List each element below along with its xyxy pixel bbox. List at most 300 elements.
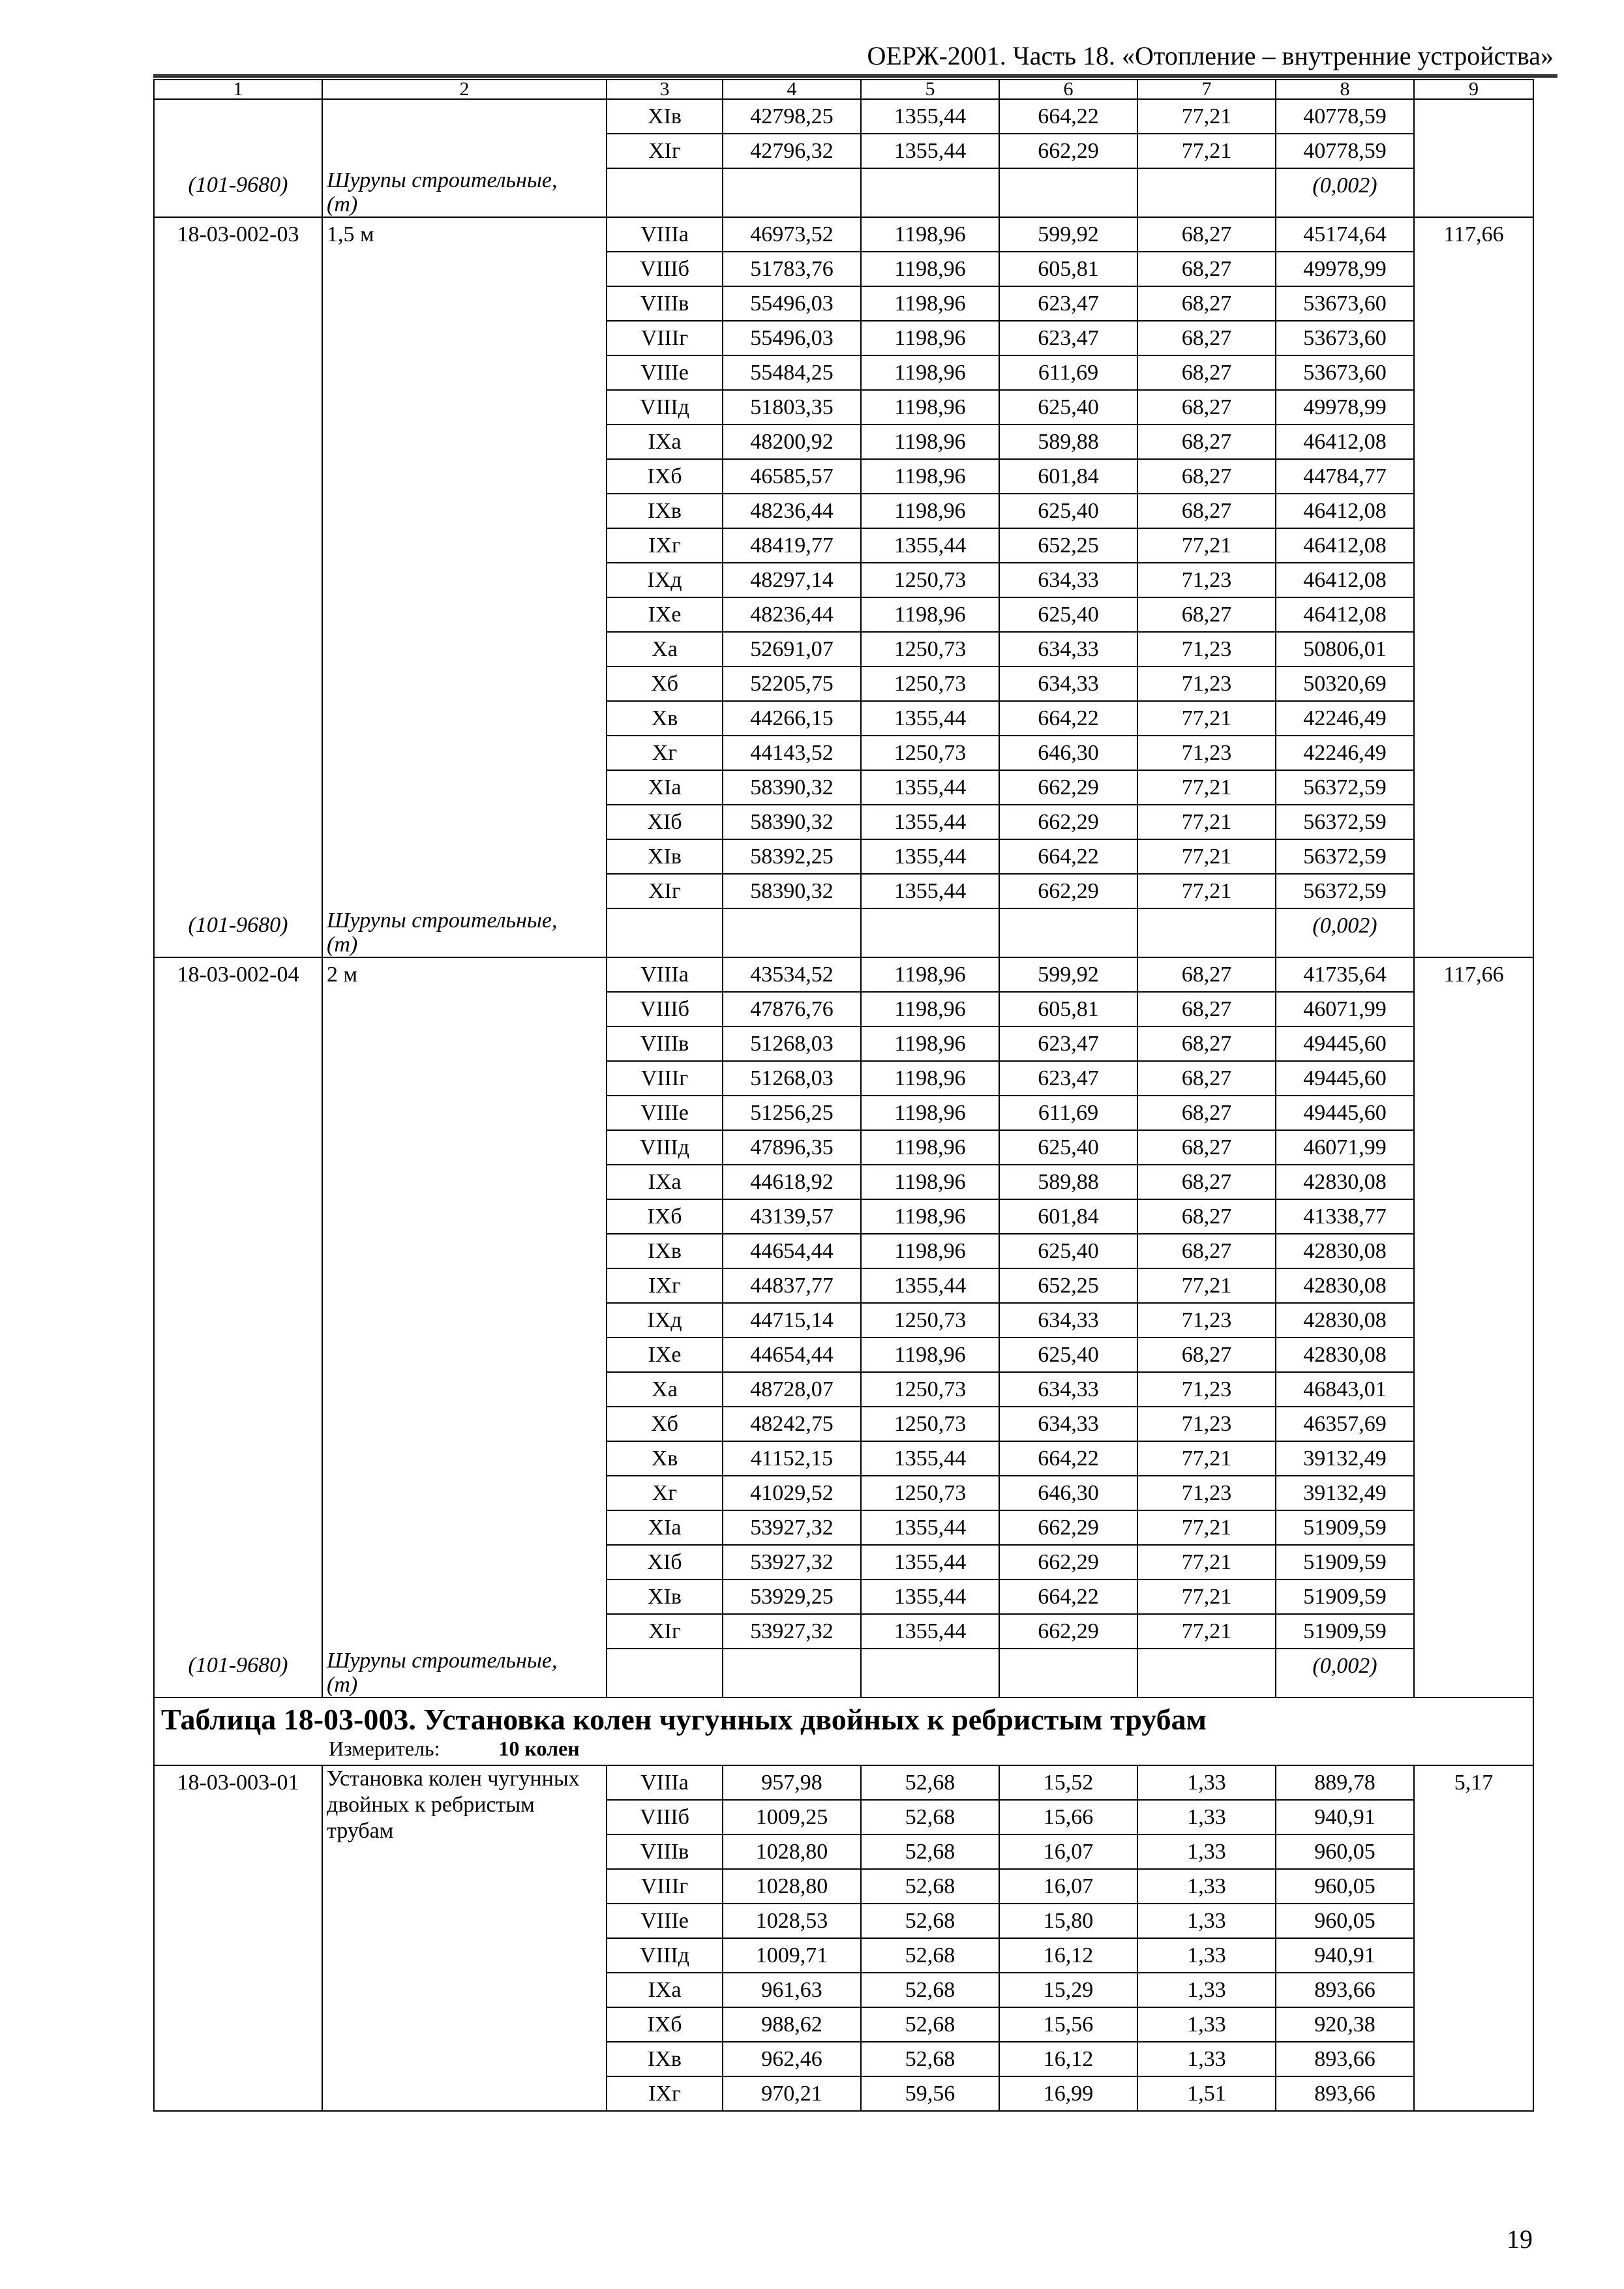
direct-cost-cell: 961,63 xyxy=(723,1973,861,2007)
direct-cost-cell: 43139,57 xyxy=(723,1199,861,1234)
direct-cost-cell: 44654,44 xyxy=(723,1234,861,1268)
labor-cost-cell: 1198,96 xyxy=(861,390,999,425)
machine-cost-cell: 662,29 xyxy=(999,134,1137,168)
materials-cost-cell: 42246,49 xyxy=(1276,736,1414,770)
direct-cost-cell: 42796,32 xyxy=(723,134,861,168)
materials-cost-cell: 40778,59 xyxy=(1276,134,1414,168)
column-number: 2 xyxy=(322,80,607,99)
materials-cost-cell: 56372,59 xyxy=(1276,839,1414,874)
zone-cell: Xа xyxy=(607,1372,723,1407)
machine-cost-cell: 15,52 xyxy=(999,1765,1137,1800)
zone-cell: Xб xyxy=(607,1407,723,1441)
running-header xyxy=(153,38,1557,78)
labor-cost-cell: 1198,96 xyxy=(861,1338,999,1372)
zone-cell: XIв xyxy=(607,99,723,134)
screw-code: (101-9680) xyxy=(154,1649,322,1698)
rates-table xyxy=(153,79,1534,2112)
machine-cost-cell: 646,30 xyxy=(999,736,1137,770)
operator-pay-cell: 68,27 xyxy=(1137,286,1276,321)
materials-cost-cell: 51909,59 xyxy=(1276,1614,1414,1649)
machine-cost-cell: 605,81 xyxy=(999,992,1137,1026)
zone-cell: Xв xyxy=(607,701,723,736)
zone-cell: VIIIа xyxy=(607,217,723,252)
machine-cost-cell: 625,40 xyxy=(999,1130,1137,1165)
direct-cost-cell: 962,46 xyxy=(723,2042,861,2076)
col9-cell xyxy=(1414,99,1533,217)
meter-value: 10 колен xyxy=(498,1737,580,1760)
materials-cost-cell: 49445,60 xyxy=(1276,1026,1414,1061)
operator-pay-cell: 1,33 xyxy=(1137,2007,1276,2042)
screw-unit-text: (т) xyxy=(327,933,358,957)
materials-cost-cell: 46412,08 xyxy=(1276,528,1414,563)
materials-cost-cell: 51909,59 xyxy=(1276,1510,1414,1545)
zone-cell: IXд xyxy=(607,563,723,597)
labor-cost-cell: 1250,73 xyxy=(861,1407,999,1441)
materials-cost-cell: 44784,77 xyxy=(1276,459,1414,494)
operator-pay-cell: 77,21 xyxy=(1137,99,1276,134)
screw-name xyxy=(322,168,607,217)
labor-cost-cell: 1198,96 xyxy=(861,1061,999,1096)
operator-pay-cell: 77,21 xyxy=(1137,701,1276,736)
zone-cell: IXа xyxy=(607,1165,723,1199)
materials-cost-cell: 39132,49 xyxy=(1276,1476,1414,1510)
column-number: 3 xyxy=(607,80,723,99)
direct-cost-cell: 44837,77 xyxy=(723,1268,861,1303)
machine-cost-cell: 15,66 xyxy=(999,1800,1137,1834)
direct-cost-cell: 1028,80 xyxy=(723,1834,861,1869)
empty-cell xyxy=(861,168,999,217)
screw-row xyxy=(154,908,1533,957)
operator-pay-cell: 68,27 xyxy=(1137,957,1276,992)
machine-cost-cell: 601,84 xyxy=(999,1199,1137,1234)
direct-cost-cell: 48200,92 xyxy=(723,425,861,459)
labor-cost-cell: 1250,73 xyxy=(861,1476,999,1510)
machine-cost-cell: 652,25 xyxy=(999,528,1137,563)
screw-value: (0,002) xyxy=(1276,908,1414,957)
labor-cost-cell: 52,68 xyxy=(861,1973,999,2007)
zone-cell: IXд xyxy=(607,1303,723,1338)
machine-cost-cell: 16,12 xyxy=(999,2042,1137,2076)
operator-pay-cell: 68,27 xyxy=(1137,321,1276,355)
machine-cost-cell: 634,33 xyxy=(999,632,1137,666)
materials-cost-cell: 40778,59 xyxy=(1276,99,1414,134)
machine-cost-cell: 664,22 xyxy=(999,1441,1137,1476)
column-number: 4 xyxy=(723,80,861,99)
machine-cost-cell: 599,92 xyxy=(999,957,1137,992)
labor-cost-cell: 1355,44 xyxy=(861,770,999,805)
operator-pay-cell: 68,27 xyxy=(1137,1130,1276,1165)
operator-pay-cell: 68,27 xyxy=(1137,355,1276,390)
direct-cost-cell: 1009,71 xyxy=(723,1938,861,1973)
machine-cost-cell: 16,07 xyxy=(999,1834,1137,1869)
machine-cost-cell: 664,22 xyxy=(999,1579,1137,1614)
zone-cell: XIа xyxy=(607,770,723,805)
labor-cost-cell: 1355,44 xyxy=(861,1441,999,1476)
rate-name: Установка колен чугунных двойных к ребристым трубам xyxy=(322,1765,607,2111)
zone-cell: VIIIв xyxy=(607,1834,723,1869)
table-row xyxy=(154,217,1533,252)
table-003-title: Таблица 18-03-003. Установка колен чугунных двойных к ребристым трубам xyxy=(161,1703,1207,1736)
materials-cost-cell: 960,05 xyxy=(1276,1904,1414,1938)
zone-cell: VIIIа xyxy=(607,1765,723,1800)
zone-cell: VIIIе xyxy=(607,1096,723,1130)
screw-code: (101-9680) xyxy=(154,168,322,217)
zone-cell: XIб xyxy=(607,805,723,839)
empty-cell xyxy=(1137,1649,1276,1698)
labor-cost-cell: 1198,96 xyxy=(861,459,999,494)
operator-pay-cell: 71,23 xyxy=(1137,563,1276,597)
materials-cost-cell: 50320,69 xyxy=(1276,666,1414,701)
machine-cost-cell: 599,92 xyxy=(999,217,1137,252)
code-cell-cont xyxy=(154,99,322,168)
zone-cell: IXв xyxy=(607,2042,723,2076)
direct-cost-cell: 44266,15 xyxy=(723,701,861,736)
table-row xyxy=(154,957,1533,992)
labor-cost-cell: 1198,96 xyxy=(861,597,999,632)
labor-cost-cell: 1198,96 xyxy=(861,957,999,992)
zone-cell: XIг xyxy=(607,134,723,168)
labor-cost-cell: 1355,44 xyxy=(861,1579,999,1614)
direct-cost-cell: 957,98 xyxy=(723,1765,861,1800)
materials-cost-cell: 41735,64 xyxy=(1276,957,1414,992)
empty-cell xyxy=(723,1649,861,1698)
column-number: 5 xyxy=(861,80,999,99)
meter-line xyxy=(161,1737,1526,1759)
operator-pay-cell: 68,27 xyxy=(1137,1026,1276,1061)
zone-cell: VIIIе xyxy=(607,1904,723,1938)
direct-cost-cell: 58392,25 xyxy=(723,839,861,874)
labor-cost-cell: 1198,96 xyxy=(861,1130,999,1165)
labor-cost-cell: 52,68 xyxy=(861,1765,999,1800)
direct-cost-cell: 55484,25 xyxy=(723,355,861,390)
zone-cell: VIIIе xyxy=(607,355,723,390)
direct-cost-cell: 46973,52 xyxy=(723,217,861,252)
materials-cost-cell: 51909,59 xyxy=(1276,1545,1414,1579)
operator-pay-cell: 71,23 xyxy=(1137,1476,1276,1510)
direct-cost-cell: 53927,32 xyxy=(723,1510,861,1545)
zone-cell: Xб xyxy=(607,666,723,701)
materials-cost-cell: 46412,08 xyxy=(1276,425,1414,459)
operator-pay-cell: 68,27 xyxy=(1137,1234,1276,1268)
direct-cost-cell: 51783,76 xyxy=(723,252,861,286)
direct-cost-cell: 53927,32 xyxy=(723,1614,861,1649)
labor-cost-cell: 52,68 xyxy=(861,1904,999,1938)
operator-pay-cell: 1,33 xyxy=(1137,1904,1276,1938)
machine-cost-cell: 16,12 xyxy=(999,1938,1137,1973)
labor-cost-cell: 1250,73 xyxy=(861,563,999,597)
direct-cost-cell: 988,62 xyxy=(723,2007,861,2042)
empty-cell xyxy=(607,1649,723,1698)
direct-cost-cell: 41029,52 xyxy=(723,1476,861,1510)
machine-cost-cell: 662,29 xyxy=(999,805,1137,839)
empty-cell xyxy=(607,168,723,217)
zone-cell: VIIIг xyxy=(607,1061,723,1096)
zone-cell: VIIIв xyxy=(607,286,723,321)
screw-name-text: Шурупы строительные, xyxy=(327,1649,558,1673)
materials-cost-cell: 42830,08 xyxy=(1276,1165,1414,1199)
zone-cell: XIв xyxy=(607,839,723,874)
meter-label: Измеритель: xyxy=(329,1737,440,1760)
screw-name-text: Шурупы строительные, xyxy=(327,908,558,933)
operator-pay-cell: 77,21 xyxy=(1137,1545,1276,1579)
materials-cost-cell: 51909,59 xyxy=(1276,1579,1414,1614)
operator-pay-cell: 1,33 xyxy=(1137,1869,1276,1904)
machine-cost-cell: 15,80 xyxy=(999,1904,1137,1938)
page-number: 19 xyxy=(1507,2224,1533,2254)
screw-unit-text: (т) xyxy=(327,192,358,217)
zone-cell: VIIIа xyxy=(607,957,723,992)
materials-cost-cell: 893,66 xyxy=(1276,1973,1414,2007)
direct-cost-cell: 58390,32 xyxy=(723,805,861,839)
labor-cost-cell: 52,68 xyxy=(861,1834,999,1869)
materials-cost-cell: 920,38 xyxy=(1276,2007,1414,2042)
operator-pay-cell: 1,33 xyxy=(1137,1938,1276,1973)
direct-cost-cell: 51803,35 xyxy=(723,390,861,425)
operator-pay-cell: 1,33 xyxy=(1137,1765,1276,1800)
operator-pay-cell: 68,27 xyxy=(1137,494,1276,528)
screw-unit-text: (т) xyxy=(327,1673,358,1697)
direct-cost-cell: 48242,75 xyxy=(723,1407,861,1441)
labor-cost-cell: 1198,96 xyxy=(861,1165,999,1199)
empty-cell xyxy=(1137,168,1276,217)
empty-cell xyxy=(723,168,861,217)
labor-cost-cell: 52,68 xyxy=(861,2007,999,2042)
machine-cost-cell: 623,47 xyxy=(999,321,1137,355)
materials-cost-cell: 940,91 xyxy=(1276,1800,1414,1834)
direct-cost-cell: 48236,44 xyxy=(723,597,861,632)
direct-cost-cell: 43534,52 xyxy=(723,957,861,992)
direct-cost-cell: 970,21 xyxy=(723,2076,861,2111)
materials-cost-cell: 42830,08 xyxy=(1276,1234,1414,1268)
operator-pay-cell: 68,27 xyxy=(1137,1061,1276,1096)
labor-cost-cell: 1198,96 xyxy=(861,992,999,1026)
col9-value: 5,17 xyxy=(1414,1765,1533,2111)
empty-cell xyxy=(999,908,1137,957)
operator-pay-cell: 71,23 xyxy=(1137,1372,1276,1407)
labor-cost-cell: 59,56 xyxy=(861,2076,999,2111)
materials-cost-cell: 893,66 xyxy=(1276,2076,1414,2111)
operator-pay-cell: 68,27 xyxy=(1137,459,1276,494)
direct-cost-cell: 44715,14 xyxy=(723,1303,861,1338)
zone-cell: IXе xyxy=(607,1338,723,1372)
operator-pay-cell: 71,23 xyxy=(1137,632,1276,666)
zone-cell: XIв xyxy=(607,1579,723,1614)
labor-cost-cell: 1198,96 xyxy=(861,286,999,321)
machine-cost-cell: 15,29 xyxy=(999,1973,1137,2007)
direct-cost-cell: 55496,03 xyxy=(723,286,861,321)
zone-cell: XIг xyxy=(607,1614,723,1649)
operator-pay-cell: 1,33 xyxy=(1137,1800,1276,1834)
operator-pay-cell: 77,21 xyxy=(1137,1579,1276,1614)
labor-cost-cell: 1250,73 xyxy=(861,1372,999,1407)
machine-cost-cell: 16,07 xyxy=(999,1869,1137,1904)
materials-cost-cell: 46843,01 xyxy=(1276,1372,1414,1407)
labor-cost-cell: 1355,44 xyxy=(861,134,999,168)
zone-cell: IXв xyxy=(607,1234,723,1268)
machine-cost-cell: 662,29 xyxy=(999,1545,1137,1579)
zone-cell: VIIIб xyxy=(607,992,723,1026)
machine-cost-cell: 623,47 xyxy=(999,1061,1137,1096)
direct-cost-cell: 42798,25 xyxy=(723,99,861,134)
operator-pay-cell: 77,21 xyxy=(1137,1441,1276,1476)
rate-name: 2 м xyxy=(322,957,607,1649)
machine-cost-cell: 664,22 xyxy=(999,839,1137,874)
materials-cost-cell: 53673,60 xyxy=(1276,355,1414,390)
direct-cost-cell: 55496,03 xyxy=(723,321,861,355)
materials-cost-cell: 42830,08 xyxy=(1276,1338,1414,1372)
screw-name xyxy=(322,908,607,957)
machine-cost-cell: 634,33 xyxy=(999,1372,1137,1407)
machine-cost-cell: 664,22 xyxy=(999,99,1137,134)
labor-cost-cell: 1198,96 xyxy=(861,252,999,286)
direct-cost-cell: 1028,80 xyxy=(723,1869,861,1904)
materials-cost-cell: 39132,49 xyxy=(1276,1441,1414,1476)
operator-pay-cell: 68,27 xyxy=(1137,1165,1276,1199)
operator-pay-cell: 77,21 xyxy=(1137,134,1276,168)
labor-cost-cell: 1198,96 xyxy=(861,217,999,252)
operator-pay-cell: 71,23 xyxy=(1137,1303,1276,1338)
operator-pay-cell: 68,27 xyxy=(1137,252,1276,286)
machine-cost-cell: 662,29 xyxy=(999,874,1137,908)
zone-cell: IXб xyxy=(607,459,723,494)
operator-pay-cell: 1,33 xyxy=(1137,1973,1276,2007)
direct-cost-cell: 44654,44 xyxy=(723,1338,861,1372)
labor-cost-cell: 1355,44 xyxy=(861,805,999,839)
materials-cost-cell: 940,91 xyxy=(1276,1938,1414,1973)
direct-cost-cell: 1009,25 xyxy=(723,1800,861,1834)
labor-cost-cell: 1355,44 xyxy=(861,99,999,134)
rate-code: 18-03-002-03 xyxy=(154,217,322,908)
operator-pay-cell: 71,23 xyxy=(1137,1407,1276,1441)
labor-cost-cell: 1198,96 xyxy=(861,425,999,459)
machine-cost-cell: 625,40 xyxy=(999,1338,1137,1372)
labor-cost-cell: 1198,96 xyxy=(861,355,999,390)
materials-cost-cell: 41338,77 xyxy=(1276,1199,1414,1234)
labor-cost-cell: 1198,96 xyxy=(861,1096,999,1130)
materials-cost-cell: 50806,01 xyxy=(1276,632,1414,666)
zone-cell: Xг xyxy=(607,736,723,770)
operator-pay-cell: 71,23 xyxy=(1137,736,1276,770)
materials-cost-cell: 42830,08 xyxy=(1276,1303,1414,1338)
operator-pay-cell: 77,21 xyxy=(1137,528,1276,563)
direct-cost-cell: 53927,32 xyxy=(723,1545,861,1579)
machine-cost-cell: 16,99 xyxy=(999,2076,1137,2111)
direct-cost-cell: 48236,44 xyxy=(723,494,861,528)
direct-cost-cell: 51268,03 xyxy=(723,1026,861,1061)
labor-cost-cell: 1250,73 xyxy=(861,1303,999,1338)
empty-cell xyxy=(861,908,999,957)
name-cell-cont xyxy=(322,99,607,168)
table-003-heading xyxy=(154,1698,1533,1765)
materials-cost-cell: 46412,08 xyxy=(1276,563,1414,597)
operator-pay-cell: 68,27 xyxy=(1137,992,1276,1026)
operator-pay-cell: 1,51 xyxy=(1137,2076,1276,2111)
machine-cost-cell: 662,29 xyxy=(999,1510,1137,1545)
labor-cost-cell: 1355,44 xyxy=(861,874,999,908)
machine-cost-cell: 601,84 xyxy=(999,459,1137,494)
machine-cost-cell: 623,47 xyxy=(999,1026,1137,1061)
zone-cell: IXг xyxy=(607,528,723,563)
direct-cost-cell: 48419,77 xyxy=(723,528,861,563)
labor-cost-cell: 1250,73 xyxy=(861,666,999,701)
machine-cost-cell: 634,33 xyxy=(999,1303,1137,1338)
direct-cost-cell: 47896,35 xyxy=(723,1130,861,1165)
zone-cell: XIб xyxy=(607,1545,723,1579)
labor-cost-cell: 1355,44 xyxy=(861,839,999,874)
screw-row xyxy=(154,168,1533,217)
operator-pay-cell: 77,21 xyxy=(1137,1510,1276,1545)
table-row xyxy=(154,99,1533,134)
direct-cost-cell: 53929,25 xyxy=(723,1579,861,1614)
empty-cell xyxy=(1137,908,1276,957)
column-number: 6 xyxy=(999,80,1137,99)
direct-cost-cell: 51268,03 xyxy=(723,1061,861,1096)
zone-cell: XIа xyxy=(607,1510,723,1545)
screw-value: (0,002) xyxy=(1276,1649,1414,1698)
machine-cost-cell: 611,69 xyxy=(999,355,1137,390)
machine-cost-cell: 652,25 xyxy=(999,1268,1137,1303)
zone-cell: IXв xyxy=(607,494,723,528)
direct-cost-cell: 47876,76 xyxy=(723,992,861,1026)
operator-pay-cell: 68,27 xyxy=(1137,425,1276,459)
zone-cell: IXе xyxy=(607,597,723,632)
machine-cost-cell: 634,33 xyxy=(999,563,1137,597)
machine-cost-cell: 634,33 xyxy=(999,1407,1137,1441)
direct-cost-cell: 44143,52 xyxy=(723,736,861,770)
zone-cell: XIг xyxy=(607,874,723,908)
direct-cost-cell: 52691,07 xyxy=(723,632,861,666)
materials-cost-cell: 42246,49 xyxy=(1276,701,1414,736)
machine-cost-cell: 664,22 xyxy=(999,701,1137,736)
machine-cost-cell: 662,29 xyxy=(999,1614,1137,1649)
operator-pay-cell: 68,27 xyxy=(1137,1096,1276,1130)
zone-cell: VIIIг xyxy=(607,321,723,355)
machine-cost-cell: 589,88 xyxy=(999,425,1137,459)
labor-cost-cell: 1355,44 xyxy=(861,528,999,563)
rate-code: 18-03-003-01 xyxy=(154,1765,322,2111)
screw-name xyxy=(322,1649,607,1698)
direct-cost-cell: 46585,57 xyxy=(723,459,861,494)
labor-cost-cell: 1355,44 xyxy=(861,1510,999,1545)
materials-cost-cell: 49978,99 xyxy=(1276,252,1414,286)
labor-cost-cell: 1355,44 xyxy=(861,1614,999,1649)
materials-cost-cell: 56372,59 xyxy=(1276,805,1414,839)
labor-cost-cell: 1198,96 xyxy=(861,494,999,528)
screw-name-text: Шурупы строительные, xyxy=(327,168,558,192)
direct-cost-cell: 51256,25 xyxy=(723,1096,861,1130)
zone-cell: Xв xyxy=(607,1441,723,1476)
table-003-heading-cell xyxy=(154,1698,1533,1765)
machine-cost-cell: 634,33 xyxy=(999,666,1137,701)
zone-cell: IXг xyxy=(607,2076,723,2111)
materials-cost-cell: 889,78 xyxy=(1276,1765,1414,1800)
labor-cost-cell: 1198,96 xyxy=(861,1199,999,1234)
materials-cost-cell: 56372,59 xyxy=(1276,770,1414,805)
column-number: 9 xyxy=(1414,80,1533,99)
running-header-text: ОЕРЖ-2001. Часть 18. «Отопление – внутренние устройства» xyxy=(867,41,1554,70)
labor-cost-cell: 52,68 xyxy=(861,1938,999,1973)
empty-cell xyxy=(999,1649,1137,1698)
empty-cell xyxy=(723,908,861,957)
operator-pay-cell: 1,33 xyxy=(1137,2042,1276,2076)
empty-cell xyxy=(861,1649,999,1698)
machine-cost-cell: 625,40 xyxy=(999,390,1137,425)
zone-cell: VIIIв xyxy=(607,1026,723,1061)
machine-cost-cell: 605,81 xyxy=(999,252,1137,286)
materials-cost-cell: 56372,59 xyxy=(1276,874,1414,908)
zone-cell: VIIIд xyxy=(607,1938,723,1973)
column-number: 7 xyxy=(1137,80,1276,99)
